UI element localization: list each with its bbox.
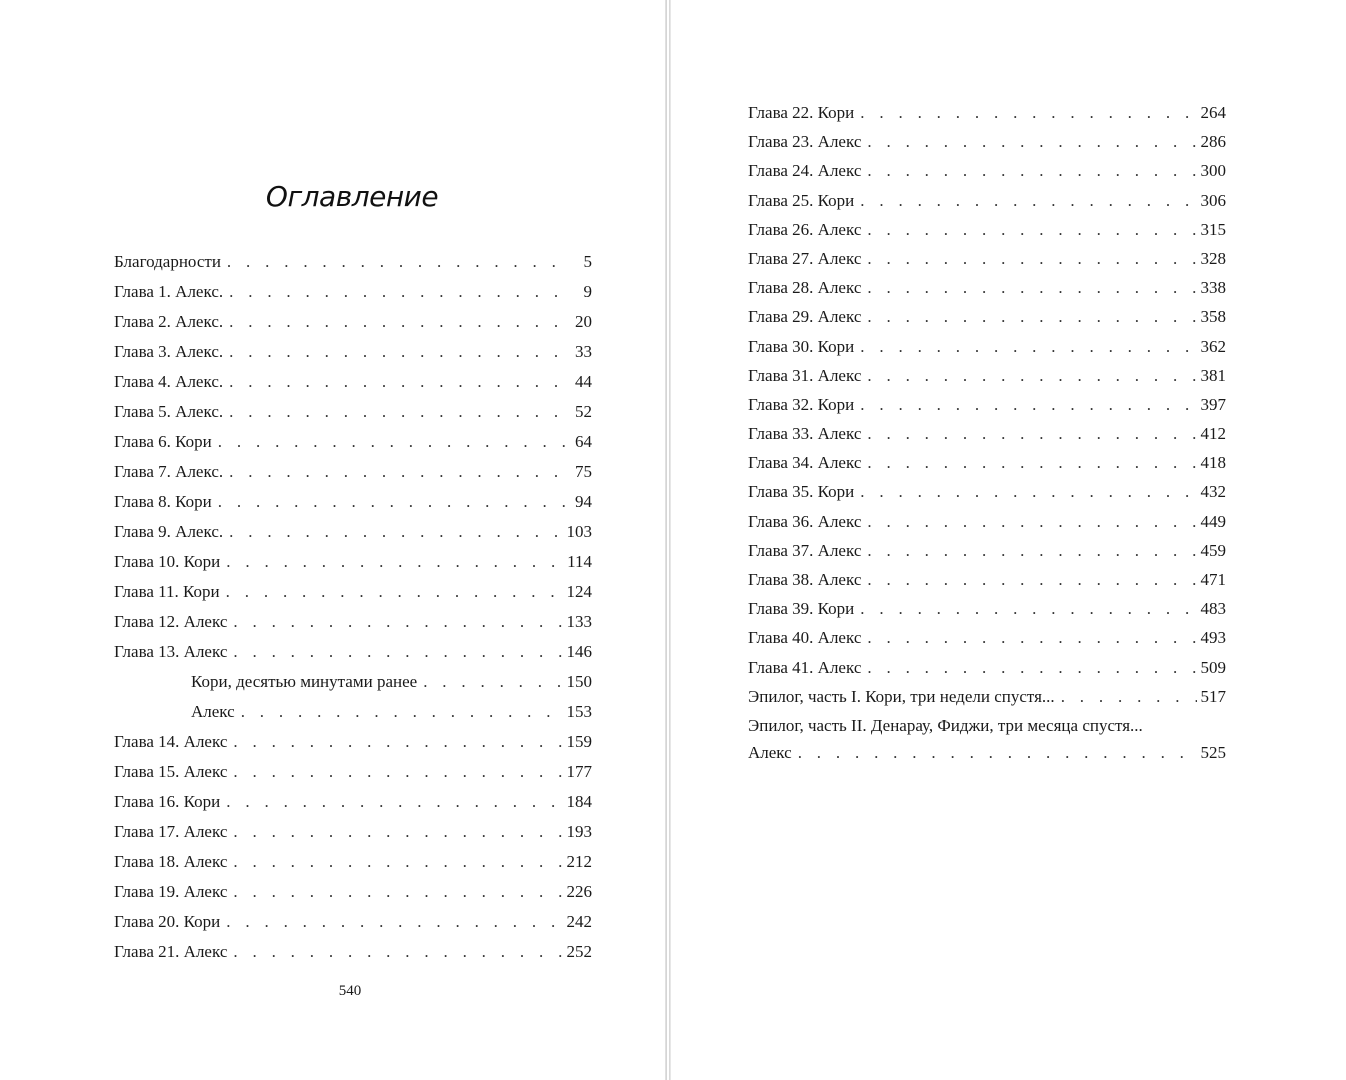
leader-dots <box>229 517 562 547</box>
entry-label: Глава 25. Кори <box>748 190 855 210</box>
entry-page: 5 <box>583 252 592 271</box>
toc-subentry <box>114 697 592 727</box>
toc-entry <box>114 517 592 547</box>
toc-entry <box>748 536 1226 565</box>
entry-label: Глава 31. Алекс <box>748 365 862 385</box>
entry-page: 20 <box>575 312 592 331</box>
entry-label: Алекс <box>191 702 235 721</box>
leader-dots <box>233 937 562 967</box>
entry-label: Глава 32. Кори <box>748 394 855 414</box>
toc-entry <box>748 302 1226 331</box>
toc-entry <box>114 247 592 277</box>
entry-page: 328 <box>1200 248 1226 268</box>
entry-page: 103 <box>566 522 592 541</box>
leader-dots <box>867 623 1196 652</box>
entry-page: 315 <box>1200 219 1226 239</box>
toc-entry <box>114 397 592 427</box>
leader-dots <box>867 536 1196 565</box>
entry-label: Глава 8. Кори <box>114 492 212 511</box>
leader-dots <box>233 637 562 667</box>
toc-entry <box>114 487 592 517</box>
entry-page: 150 <box>566 672 592 691</box>
leader-dots <box>867 127 1196 156</box>
entry-label: Глава 41. Алекс <box>748 657 862 677</box>
leader-dots <box>229 367 566 397</box>
toc-entry <box>114 547 592 577</box>
leader-dots <box>229 457 566 487</box>
entry-page: 362 <box>1200 336 1226 356</box>
leader-dots <box>233 847 562 877</box>
entry-label: Глава 16. Кори <box>114 792 221 811</box>
entry-label: Кори, десятью минутами ранее <box>191 672 418 691</box>
page-number: 540 <box>338 983 362 999</box>
leader-dots <box>229 277 566 307</box>
toc-entry <box>114 337 592 367</box>
entry-page: 471 <box>1200 570 1226 589</box>
toc-entry <box>748 332 1226 361</box>
entry-page: 133 <box>566 612 592 631</box>
entry-page: 306 <box>1200 190 1226 210</box>
entry-label: Глава 40. Алекс <box>748 628 862 648</box>
entry-page: 459 <box>1200 540 1226 560</box>
entry-page: 94 <box>575 492 592 511</box>
toc-entry <box>114 577 592 607</box>
entry-label: Глава 1. Алекс. <box>114 282 224 301</box>
entry-page: 300 <box>1200 161 1226 181</box>
toc-entry <box>748 273 1226 302</box>
entry-label: Глава 33. Алекс <box>748 424 862 444</box>
entry-page: 525 <box>1200 742 1226 762</box>
toc-entry <box>114 607 592 637</box>
entry-page: 412 <box>1200 424 1226 444</box>
leader-dots <box>218 487 566 517</box>
toc-entry-multiline <box>748 714 1226 738</box>
leader-dots <box>867 244 1196 273</box>
leader-dots <box>867 156 1196 185</box>
entry-page: 397 <box>1200 394 1226 414</box>
leader-dots <box>867 448 1196 477</box>
leader-dots <box>860 390 1196 419</box>
toc-entry <box>114 847 592 877</box>
entry-page: 358 <box>1200 307 1226 327</box>
entry-label: Глава 17. Алекс <box>114 822 228 841</box>
entry-page: 252 <box>566 942 592 961</box>
toc-entry <box>114 637 592 667</box>
leader-dots <box>226 787 562 817</box>
toc-entry <box>748 682 1226 711</box>
entry-page: 286 <box>1200 132 1226 152</box>
entry-page: 193 <box>566 822 592 841</box>
leader-dots <box>241 697 563 727</box>
toc-list-right <box>748 98 1226 767</box>
toc-entry <box>114 787 592 817</box>
toc-entry <box>114 877 592 907</box>
entry-page: 418 <box>1200 453 1226 473</box>
entry-page: 64 <box>575 432 592 451</box>
entry-label: Глава 21. Алекс <box>114 942 228 961</box>
leader-dots <box>229 397 566 427</box>
entry-page: 52 <box>575 402 592 421</box>
leader-dots <box>218 427 566 457</box>
entry-label: Глава 3. Алекс. <box>114 342 224 361</box>
entry-label: Благодарности <box>114 252 221 271</box>
entry-label: Глава 11. Кори <box>114 582 220 601</box>
entry-label: Глава 35. Кори <box>748 482 855 502</box>
toc-entry <box>748 623 1226 652</box>
entry-label: Глава 19. Алекс <box>114 882 228 901</box>
toc-entry <box>748 390 1226 419</box>
toc-entry <box>748 507 1226 536</box>
right-page <box>672 0 1346 1080</box>
entry-label: Глава 5. Алекс. <box>114 402 224 421</box>
entry-page: 146 <box>566 642 592 661</box>
toc-entry <box>748 244 1226 273</box>
toc-entry <box>114 937 592 967</box>
leader-dots <box>226 907 562 937</box>
entry-label: Глава 4. Алекс. <box>114 372 224 391</box>
toc-entry <box>748 156 1226 185</box>
entry-label: Глава 2. Алекс. <box>114 312 224 331</box>
entry-label: Глава 7. Алекс. <box>114 462 224 481</box>
entry-label: Глава 22. Кори <box>748 103 855 122</box>
page-gutter <box>665 0 667 1080</box>
leader-dots <box>867 273 1196 302</box>
entry-page: 177 <box>566 762 592 781</box>
leader-dots <box>229 337 566 367</box>
leader-dots <box>233 877 562 907</box>
leader-dots <box>233 727 562 757</box>
leader-dots <box>867 215 1196 244</box>
toc-entry <box>114 367 592 397</box>
entry-label: Глава 23. Алекс <box>748 132 862 152</box>
leader-dots <box>867 653 1196 682</box>
entry-label: Глава 37. Алекс <box>748 540 862 560</box>
toc-entry <box>748 127 1226 156</box>
leader-dots <box>798 738 1197 767</box>
leader-dots <box>867 507 1196 536</box>
entry-label: Глава 39. Кори <box>748 599 855 619</box>
entry-page: 226 <box>566 882 592 901</box>
entry-page: 381 <box>1200 365 1226 385</box>
toc-entry <box>114 727 592 757</box>
toc-entry <box>748 419 1226 448</box>
entry-page: 44 <box>575 372 592 391</box>
leader-dots <box>867 302 1196 331</box>
entry-page: 9 <box>583 282 592 301</box>
toc-entry <box>114 457 592 487</box>
toc-entry <box>748 565 1226 594</box>
leader-dots <box>867 361 1196 390</box>
entry-page: 449 <box>1200 511 1226 531</box>
entry-label: Эпилог, часть I. Кори, три недели спустя... <box>748 686 1055 706</box>
entry-label: Глава 27. Алекс <box>748 248 862 268</box>
entry-page: 242 <box>566 912 592 931</box>
entry-label: Глава 26. Алекс <box>748 219 862 239</box>
entry-label: Глава 28. Алекс <box>748 278 862 298</box>
entry-page: 264 <box>1200 103 1226 122</box>
leader-dots <box>233 817 562 847</box>
entry-page: 483 <box>1200 599 1226 619</box>
leader-dots <box>1061 682 1197 711</box>
entry-label: Глава 14. Алекс <box>114 732 228 751</box>
leader-dots <box>867 419 1196 448</box>
entry-label: Алекс <box>748 742 792 762</box>
entry-page: 153 <box>566 702 592 721</box>
leader-dots <box>226 547 563 577</box>
toc-entry <box>748 361 1226 390</box>
entry-page: 509 <box>1200 657 1226 677</box>
left-page <box>0 0 664 1080</box>
entry-label: Глава 18. Алекс <box>114 852 228 871</box>
entry-label: Глава 30. Кори <box>748 336 855 356</box>
entry-label: Глава 24. Алекс <box>748 161 862 181</box>
toc-entry <box>114 907 592 937</box>
toc-entry <box>748 594 1226 623</box>
leader-dots <box>423 667 562 697</box>
leader-dots <box>867 565 1196 594</box>
entry-page: 517 <box>1200 686 1226 706</box>
leader-dots <box>227 247 566 277</box>
entry-page: 493 <box>1200 628 1226 648</box>
leader-dots <box>226 577 563 607</box>
entry-label: Глава 13. Алекс <box>114 642 228 661</box>
leader-dots <box>229 307 566 337</box>
entry-label: Глава 20. Кори <box>114 912 221 931</box>
toc-entry <box>114 817 592 847</box>
leader-dots <box>860 98 1196 127</box>
entry-page: 33 <box>575 342 592 361</box>
toc-entry <box>114 427 592 457</box>
entry-label: Глава 15. Алекс <box>114 762 228 781</box>
entry-label: Глава 38. Алекс <box>748 570 862 589</box>
toc-title: Оглавление <box>265 180 439 213</box>
toc-entry <box>748 653 1226 682</box>
entry-page: 124 <box>566 582 592 601</box>
entry-label: Глава 10. Кори <box>114 552 221 571</box>
toc-entry <box>748 477 1226 506</box>
leader-dots <box>233 607 562 637</box>
toc-entry <box>748 98 1226 127</box>
entry-page: 432 <box>1200 482 1226 502</box>
toc-entry <box>748 215 1226 244</box>
toc-entry <box>748 186 1226 215</box>
entry-page: 212 <box>566 852 592 871</box>
leader-dots <box>860 594 1196 623</box>
entry-page: 114 <box>567 552 592 571</box>
toc-entry <box>114 277 592 307</box>
leader-dots <box>860 477 1196 506</box>
entry-label: Глава 36. Алекс <box>748 511 862 531</box>
leader-dots <box>233 757 562 787</box>
toc-list-left <box>114 247 592 967</box>
page-gutter <box>669 0 671 1080</box>
leader-dots <box>860 186 1196 215</box>
entry-label: Глава 9. Алекс. <box>114 522 224 541</box>
entry-label: Эпилог, часть II. Денарау, Фиджи, три месяца спустя... <box>748 715 1143 735</box>
entry-page: 184 <box>566 792 592 811</box>
toc-entry <box>114 757 592 787</box>
entry-label: Глава 6. Кори <box>114 432 212 451</box>
toc-subentry <box>114 667 592 697</box>
entry-page: 338 <box>1200 278 1226 298</box>
toc-entry <box>748 448 1226 477</box>
entry-page: 159 <box>566 732 592 751</box>
leader-dots <box>860 332 1196 361</box>
entry-label: Глава 12. Алекс <box>114 612 228 631</box>
toc-entry <box>748 738 1226 767</box>
entry-page: 75 <box>575 462 592 481</box>
entry-label: Глава 34. Алекс <box>748 453 862 473</box>
toc-entry <box>114 307 592 337</box>
entry-label: Глава 29. Алекс <box>748 307 862 327</box>
